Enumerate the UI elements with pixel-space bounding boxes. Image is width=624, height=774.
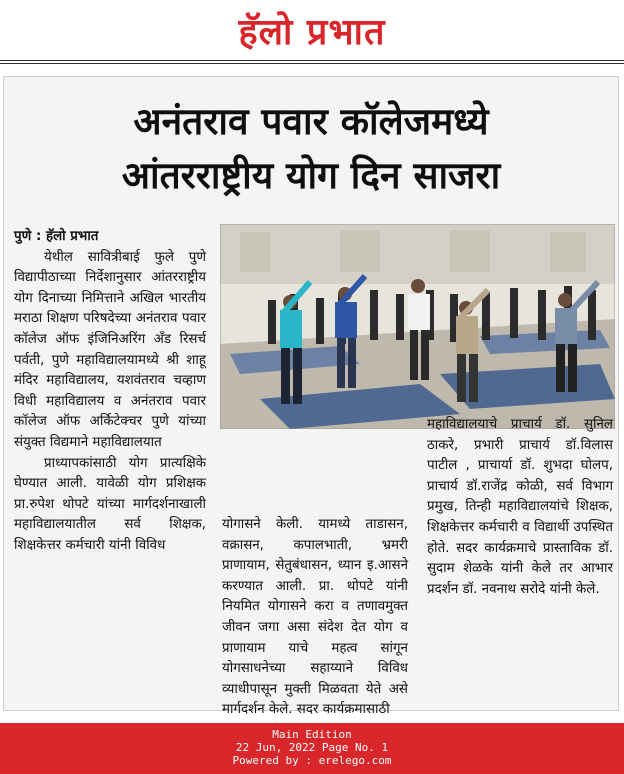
column-1-paragraph-2: प्राध्यापकांसाठी योग प्रात्यक्षिके घेण्यात आली. यावेळी योग प्रशिक्षक प्रा.रुपेश थोपटे यांच्या मार्गदर्शनाखाली महाविद्यालयातील सर्व शिक्षक, शिक्षकेत्तर कर्मचारी यांनी विविध <box>14 455 206 553</box>
column-3-paragraph: महाविद्यालयाचे प्राचार्य डॉ. सुनिल ठाकरे, प्रभारी प्राचार्य डॉ.विलास पाटील , प्राचार्या डॉ. शुभदा घोलप, प्राचार्य डॉ.राजेंद्र कोळी, सर्व विभाग प्रमुख, तिन्ही महाविद्यालयांचे शिक्षक, शिक्षकेत्तर कर्मचारी व विद्यार्थी उपस्थित होते. सदर कार्यक्रमाचे प्रास्ताविक डॉ. सुदाम शेळके यांनी केले तर आभार प्रदर्शन डॉ. नवनाथ सरोदे यांनी केले. <box>427 417 613 597</box>
edition-date-page: 22 Jun, 2022 Page No. 1 <box>235 741 389 754</box>
yoga-photo-illustration <box>220 224 615 429</box>
headline-line-2: आंतरराष्ट्रीय योग दिन साजरा <box>121 154 501 197</box>
column-1-paragraph-1: येथील सावित्रीबाई फुले पुणे विद्यापीठाच्या निर्देशानुसार आंतरराष्ट्रीय योग दिनाच्या निमित्ताने अखिल भारतीय मराठा शिक्षण परिषदेच्या अनंतराव पवार कॉलेज ऑफ इंजिनिअरिंग अँड रिसर्च पर्वती, पुणे महाविद्यालयामध्ये श्री शाहू मंदिर महाविद्यालय, यशवंतराव चव्हाण विधी महाविद्यालय व अनंतराव पवार कॉलेज ऑफ अर्किटेक्चर पुणे यांच्या संयुक्त विद्यमाने महाविद्यालयात <box>14 249 206 450</box>
masthead <box>0 0 624 60</box>
article-column-1 <box>14 227 206 557</box>
edition-footer <box>0 723 624 774</box>
newspaper-logo: हॅलो प्रभात <box>238 11 386 53</box>
article-headline <box>4 95 618 203</box>
article-clipping <box>3 76 619 718</box>
yoga-session-photo <box>220 224 615 429</box>
powered-by-link[interactable]: Powered by : erelego.com <box>232 754 392 767</box>
article-column-2 <box>222 515 408 721</box>
masthead-rule <box>0 60 624 61</box>
article-column-3 <box>427 415 613 600</box>
column-2-paragraph: योगासने केली. यामध्ये ताडासन, वक्रासन, कपालभाती, भ्रमरी प्राणायाम, सेतुबंधासन, ध्यान इ.आसने करण्यात आली. प्रा. थोपटे यांनी नियमित योगासने करा व तणावमुक्त जीवन जगा असा संदेश देत योग व प्राणायाम याचे महत्व सांगून योगसाधनेच्या सहाय्याने विविध व्याधीपासून मुक्ती मिळवता येते असे मार्गदर्शन केले. सदर कार्यक्रमासाठी <box>222 517 408 718</box>
dateline: पुणे : हॅलो प्रभात <box>14 229 99 244</box>
edition-name: Main Edition <box>272 728 352 741</box>
masthead-rule-secondary <box>0 63 624 64</box>
headline-line-1: अनंतराव पवार कॉलेजमध्ये <box>133 100 489 143</box>
